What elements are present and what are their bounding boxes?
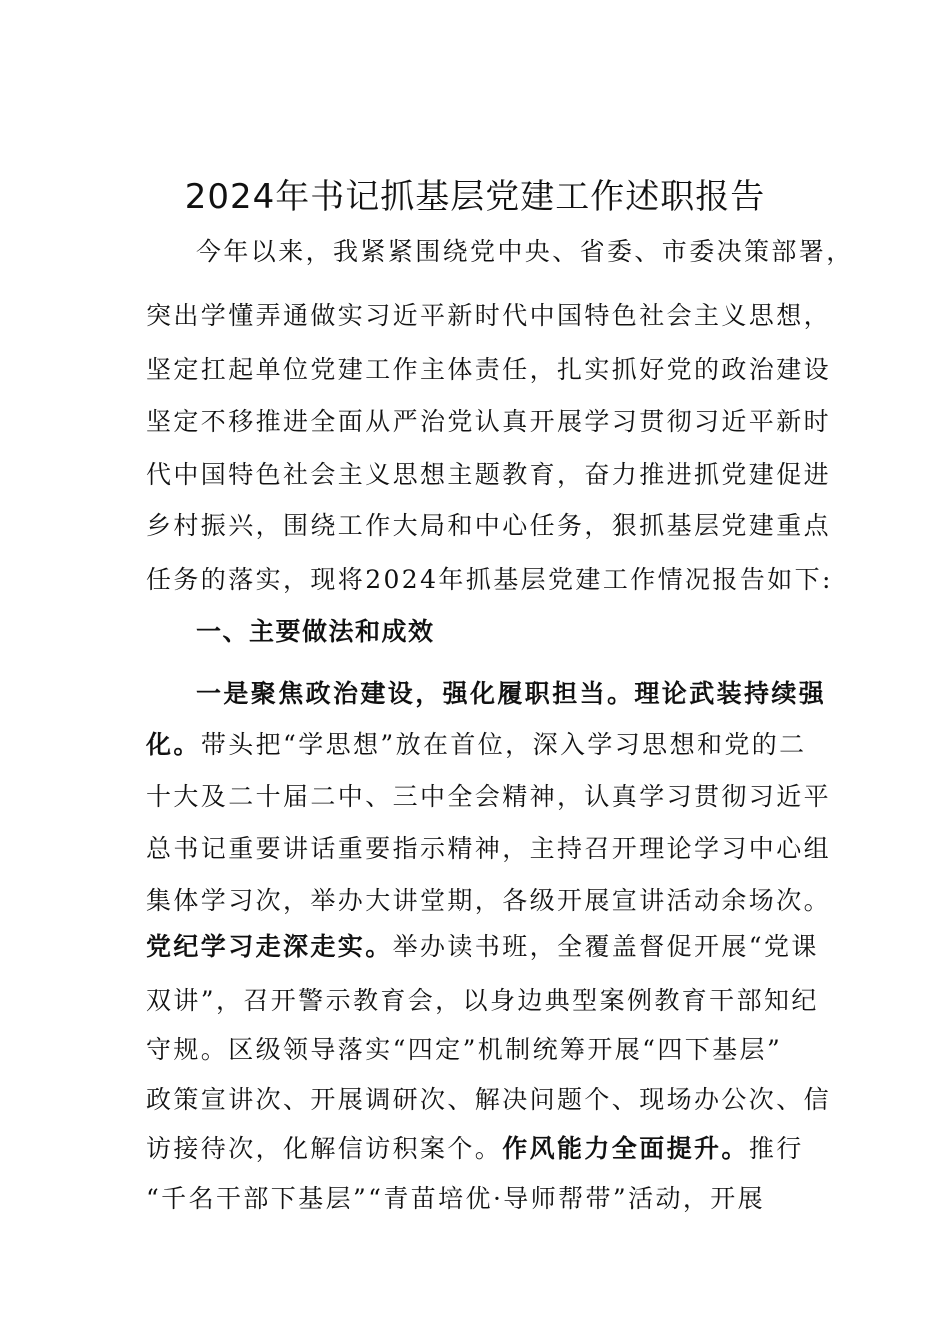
body-line: 守规。区级领导落实“四定”机制统筹开展“四下基层” bbox=[146, 1035, 783, 1064]
intro-line: 代中国特色社会主义思想主题教育，奋力推进抓党建促进 bbox=[146, 460, 832, 489]
document-title: 2024年书记抓基层党建工作述职报告 bbox=[184, 177, 766, 217]
intro-line: 坚定扛起单位党建工作主体责任，扎实抓好党的政治建设 bbox=[146, 355, 832, 384]
intro-line: 坚定不移推进全面从严治党认真开展学习贯彻习近平新时 bbox=[146, 407, 832, 436]
body-line: 一是聚焦政治建设，强化履职担当。理论武装持续强 bbox=[196, 679, 827, 708]
section-heading: 一、主要做法和成效 bbox=[196, 617, 435, 646]
body-line bbox=[146, 1129, 826, 1169]
body-text: 举办读书班，全覆盖督促开展“党课 bbox=[392, 932, 819, 961]
intro-line: 今年以来，我紧紧围绕党中央、省委、市委决策部署， bbox=[196, 237, 854, 266]
body-line: “千名干部下基层”“青苗培优·导师帮带”活动，开展 bbox=[146, 1184, 766, 1213]
body-line: 总书记重要讲话重要指示精神，主持召开理论学习中心组 bbox=[146, 834, 832, 863]
bold-phrase: 作风能力全面提升。 bbox=[502, 1134, 749, 1163]
body-line: 双讲”，召开警示教育会，以身边典型案例教育干部知纪 bbox=[146, 986, 819, 1015]
body-line: 十大及二十届二中、三中全会精神，认真学习贯彻习近平 bbox=[146, 782, 832, 811]
body-text: 带头把“学思想”放在首位，深入学习思想和党的二 bbox=[200, 730, 807, 759]
body-line bbox=[146, 725, 826, 765]
body-line: 政策宣讲次、开展调研次、解决问题个、现场办公次、信 bbox=[146, 1085, 832, 1114]
body-line bbox=[146, 927, 826, 967]
bold-phrase: 党纪学习走深走实。 bbox=[146, 932, 393, 961]
body-line: 集体学习次，举办大讲堂期，各级开展宣讲活动余场次。 bbox=[146, 886, 832, 915]
bold-phrase: 化。 bbox=[146, 730, 201, 759]
body-text: 访接待次，化解信访积案个。 bbox=[146, 1134, 503, 1163]
intro-line: 乡村振兴，围绕工作大局和中心任务，狠抓基层党建重点 bbox=[146, 511, 832, 540]
intro-line: 任务的落实，现将2024年抓基层党建工作情况报告如下: bbox=[146, 565, 833, 594]
body-text: 推行 bbox=[748, 1134, 804, 1163]
intro-line: 突出学懂弄通做实习近平新时代中国特色社会主义思想， bbox=[146, 301, 832, 330]
